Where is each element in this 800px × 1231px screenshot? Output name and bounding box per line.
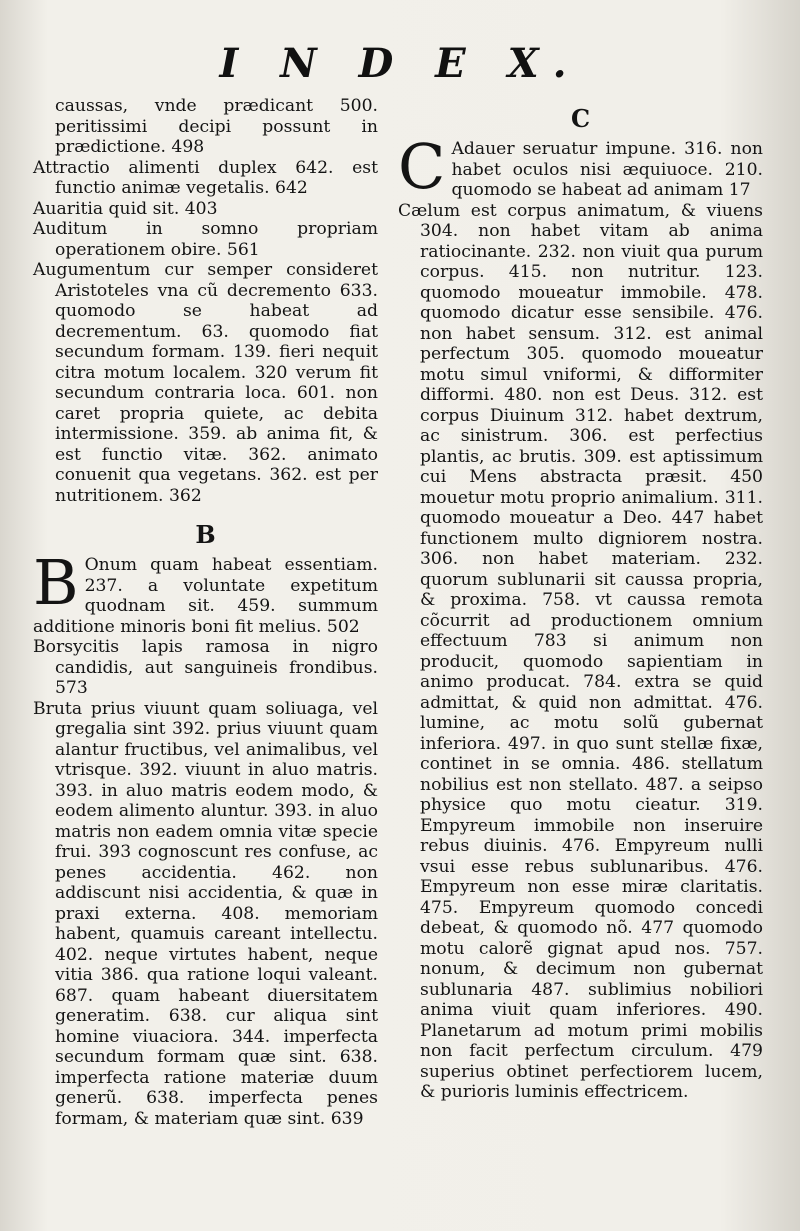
section-c-first-entry (398, 130, 763, 203)
index-entry: Bruta prius viuunt quam soliuaga, vel gregalia sint 392. prius viuunt quam alantur fructibus, vel animalibus, vel vtrisque. 392. viuunt in aluo matris. 393. in aluo matris eodem modo, & eodem alimento aluntur. 393. in aluo matris non eadem omnia vitæ specie frui. 393 cognoscunt res confuse, ac penes accidentia. 462. non addiscunt nisi accidentia, & quæ in praxi externa. 408. memoriam habent, quamuis careant intellectu. 402. neque virtutes habent, neque vitia 386. qua ratione loqui valeant. 687. quam habeant diuersitatem generatim. 638. cur aliqua sint homine viuaciora. 344. imperfecta secundum formam quæ sint. 638. imperfecta ratione materiæ duum generũ. 638. imperfecta penes formam, & materiam quæ sint. 639 (33, 698, 378, 1129)
section-letter-c: C (570, 104, 591, 133)
index-entry: Attractio alimenti duplex 642. est functio animæ vegetalis. 642 (33, 157, 378, 198)
index-entry: Cælum est corpus animatum, & viuens 304. non habet vitam ab anima ratiocinante. 232. non viuit qua purum corpus. 415. non nutritur. 123. quomodo moueatur immobile. 478. quomodo dicatur esse sensibile. 476. non habet sensum. 312. est animal perfectum 305. quomodo moueatur motu simul vniformi, & difformiter difformi. 480. non est Deus. 312. est corpus Diuinum 312. habet dextrum, ac sinistrum. 306. est perfectius plantis, ac brutis. 309. est aptissimum cui Mens abstracta præsit. 450 mouetur motu proprio animalium. 311. quomodo moueatur a Deo. 447 habet functionem multo digniorem nostra. 306. non habet materiam. 232. quorum sublunarii sit caussa propria, & proxima. 758. vt caussa remota cõcurrit ad productionem omnium effectuum 783 si animum non producit, quomodo sapientiam in animo producat. 784. extra se quid admittat, & quid non admittat. 476. lumine, ac motu solũ gubernat inferiora. 497. in quo sunt stellæ fixæ, continet in se omnia. 486. stellatum nobilius est non stellato. 487. a seipso physice quo motu cieatur. 319. Empyreum immobile non inseruire rebus diuinis. 476. Empyreum nulli vsui esse rebus sublunaribus. 476. Empyreum non esse miræ claritatis. 475. Empyreum quomodo concedi debeat, & quomodo nõ. 477 quomodo motu calorẽ gignat apud nos. 757. nonum, & decimum non gubernat sublunaria 487. sublimius nobiliori anima viuit quam inferiores. 490. Planetarum ad motum primi mobilis non facit perfectum circulum. 479 superius obtinet perfectiorem lucem, & purioris luminis effectricem. (398, 200, 763, 1102)
section-b-first-entry (33, 546, 378, 637)
left-entries-a (33, 96, 378, 506)
right-column (398, 96, 763, 1103)
index-entry: caussas, vnde prædicant 500. peritissimi decipi possunt in prædictione. 498 (55, 96, 378, 157)
right-entries-c (398, 201, 763, 1103)
left-entries-b (33, 637, 378, 1129)
dropcap-c: C (398, 130, 446, 203)
section-letter-b: B (195, 520, 216, 549)
dropcap-b: B (33, 546, 79, 619)
section-b-first-text: Onum quam habeat essentiam. 237. a voluntate expetitum quodnam sit. 459. summum additione minoris boni fit melius. 502 (33, 555, 378, 637)
index-entry: Auditum in somno propriam operationem obire. 561 (33, 219, 378, 260)
index-entry: Augumentum cur semper consideret Aristoteles vna cũ decremento 633. quomodo se habeat ad decrementum. 63. quomodo fiat secundum formam. 139. fieri nequit citra motum localem. 320 verum fit secundum contraria loca. 601. non caret propria quiete, ac debita intermissione. 359. ab anima fit, & est functio vitæ. 362. animato conuenit qua vegetans. 362. est per nutritionem. 362 (33, 260, 378, 506)
index-entry: Borsycitis lapis ramosa in nigro candidis, aut sanguineis frondibus. 573 (33, 637, 378, 698)
index-entry: Auaritia quid sit. 403 (33, 198, 218, 219)
section-c-first-text: Adauer seruatur impune. 316. non habet oculos nisi æquiuoce. 210. quomodo se habeat ad animam 17 (451, 139, 763, 200)
running-head: I N D E X. (219, 40, 581, 87)
left-column (33, 96, 378, 1129)
